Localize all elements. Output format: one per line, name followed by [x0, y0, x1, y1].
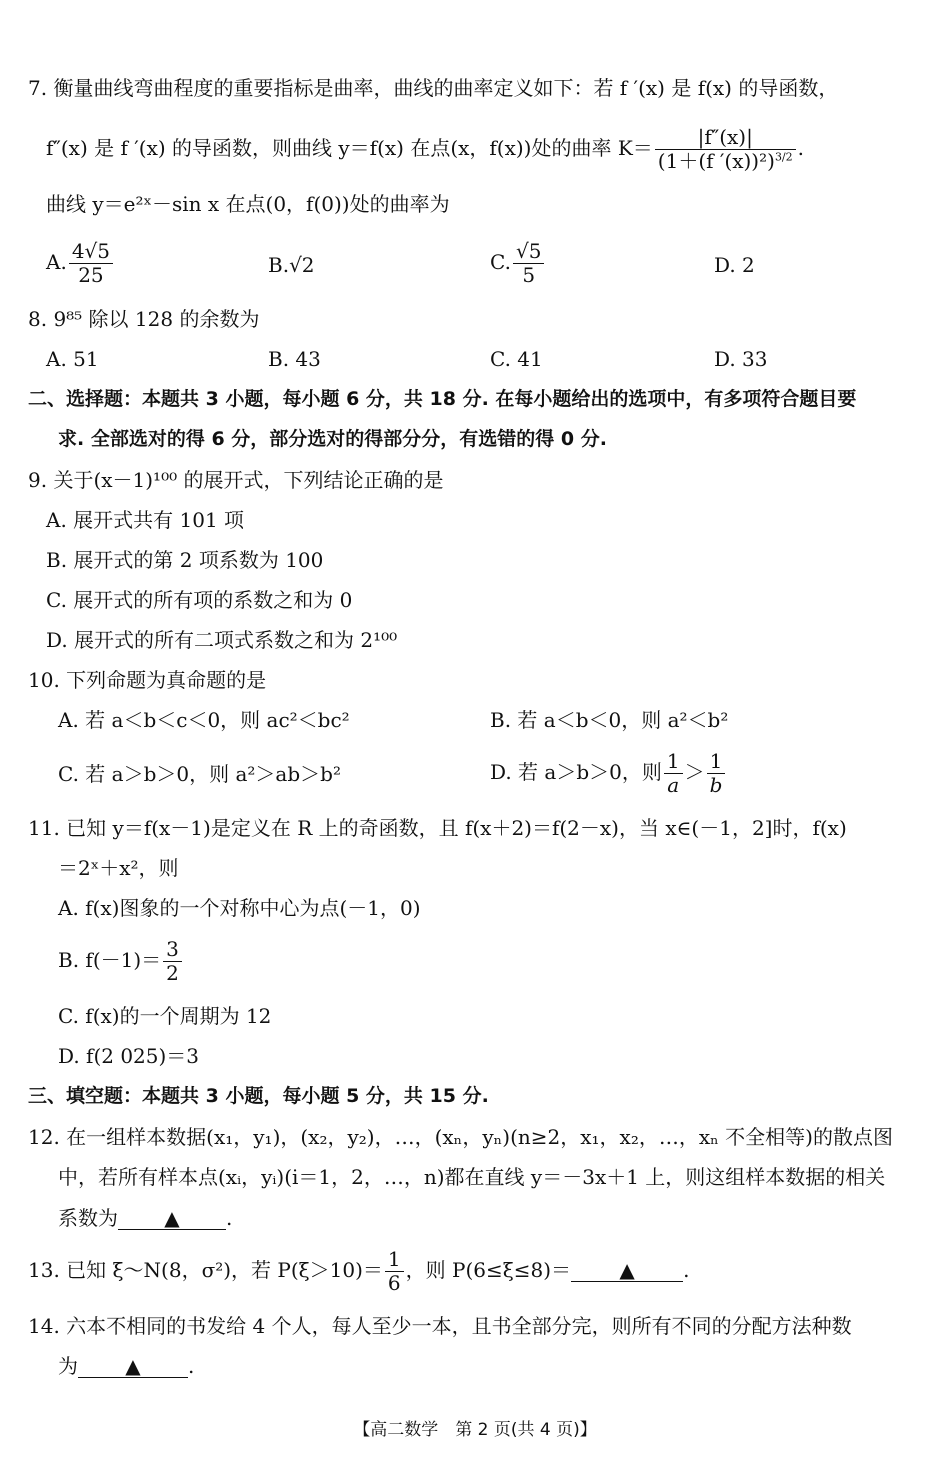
q7-k-den-exponent: 3/2: [774, 150, 793, 164]
q11-option-b-numerator: 3: [163, 938, 182, 962]
q10-option-c: C. 若 a＞b＞0，则 a²＞ab＞b²: [58, 762, 341, 786]
q12-answer-blank[interactable]: ▲: [118, 1207, 226, 1230]
q13-numerator: 1: [385, 1248, 404, 1272]
q11-option-d: D. f(2 025)＝3: [58, 1044, 200, 1068]
q14-answer-blank[interactable]: ▲: [78, 1355, 188, 1378]
q11-option-b-denominator: 2: [166, 961, 179, 985]
q9-stem: 9. 关于(x－1)¹⁰⁰ 的展开式，下列结论正确的是: [28, 468, 444, 492]
q14-line2-text: 为: [58, 1354, 78, 1378]
q7-option-a-label: A.: [46, 250, 67, 274]
q8-option-b: B. 43: [268, 347, 321, 371]
section3-heading: 三、填空题：本题共 3 小题，每小题 5 分，共 15 分.: [28, 1085, 489, 1107]
q7-line2: [46, 126, 804, 173]
q11-option-b-prefix: B. f(－1)＝: [58, 948, 162, 972]
q8-option-a: A. 51: [46, 347, 99, 371]
q13-line: [28, 1248, 689, 1295]
q9-option-d: D. 展开式的所有二项式系数之和为 2¹⁰⁰: [46, 628, 398, 652]
q8-stem: 8. 9⁸⁵ 除以 128 的余数为: [28, 307, 260, 331]
q7-option-a-denominator: 25: [78, 263, 104, 287]
q7-line2-text: f″(x) 是 f ′(x) 的导函数，则曲线 y＝f(x) 在点(x，f(x))处的曲率 K＝: [46, 136, 653, 160]
q11-option-a: A. f(x)图象的一个对称中心为点(－1，0): [58, 896, 421, 920]
q11-line2: ＝2ˣ＋x²，则: [58, 856, 179, 880]
q13-prefix: 13. 已知 ξ～N(8，σ²)，若 P(ξ＞10)＝: [28, 1258, 383, 1282]
q10-stem: 10. 下列命题为真命题的是: [28, 668, 267, 692]
q12-end: .: [226, 1206, 233, 1230]
q10-option-d-prefix: D. 若 a＞b＞0，则: [490, 760, 662, 784]
q7-option-b-label: B.: [268, 253, 290, 277]
q9-option-b: B. 展开式的第 2 项系数为 100: [46, 548, 324, 572]
q11-option-b: [58, 938, 184, 985]
q9-option-a: A. 展开式共有 101 项: [46, 508, 245, 532]
q10-option-d-fraction1: [664, 750, 683, 797]
q7-line3: 曲线 y＝e²ˣ－sin x 在点(0，f(0))处的曲率为: [46, 192, 450, 216]
q10-option-d-den2: b: [709, 773, 723, 797]
q7-option-b: [268, 253, 315, 277]
q12-line1: 12. 在一组样本数据(x₁，y₁)，(x₂，y₂)，…，(xₙ，yₙ)(n≥2，x₁，x₂，…，xₙ 不全相等)的散点图: [28, 1125, 893, 1149]
q7-option-a-fraction: [69, 240, 113, 287]
q7-option-c-denominator: 5: [522, 263, 536, 287]
section2-heading-line1: 二、选择题：本题共 3 小题，每小题 6 分，共 18 分. 在每小题给出的选项中，有多项符合题目要: [28, 388, 857, 410]
q7-k-end: .: [797, 136, 804, 160]
q13-suffix: ，则 P(6≤ξ≤8)＝: [405, 1258, 572, 1282]
q14-line2: [58, 1354, 194, 1378]
q7-line1: 7. 衡量曲线弯曲程度的重要指标是曲率，曲线的曲率定义如下：若 f ′(x) 是 f(x) 的导函数，: [28, 76, 839, 100]
q10-option-a: A. 若 a＜b＜c＜0，则 ac²＜bc²: [58, 708, 350, 732]
q7-option-c-numerator: √5: [513, 240, 544, 264]
q13-denominator: 6: [387, 1271, 401, 1295]
section2-heading-line2: 求. 全部选对的得 6 分，部分选对的得部分分，有选错的得 0 分.: [58, 428, 607, 450]
q7-k-numerator: |f″(x)|: [655, 126, 796, 150]
q10-option-d-relation: ＞: [684, 760, 705, 784]
q10-option-d-fraction2: [707, 750, 726, 797]
q7-option-d: [714, 253, 755, 277]
q7-option-d-value: 2: [742, 253, 755, 277]
q10-option-d: [490, 750, 727, 797]
q8-option-c: C. 41: [490, 347, 543, 371]
q10-option-b: B. 若 a＜b＜0，则 a²＜b²: [490, 708, 729, 732]
q10-option-d-den1: a: [667, 773, 680, 797]
page-footer: 【高二数学 第 2 页(共 4 页)】: [353, 1420, 597, 1440]
q10-option-d-num2: 1: [707, 750, 726, 774]
q7-option-c-label: C.: [490, 250, 511, 274]
q14-end: .: [188, 1354, 195, 1378]
q11-option-c: C. f(x)的一个周期为 12: [58, 1004, 272, 1028]
q7-k-denominator: [655, 150, 796, 173]
q7-option-b-value: √2: [289, 253, 315, 277]
q11-line1: 11. 已知 y＝f(x－1)是定义在 R 上的奇函数，且 f(x＋2)＝f(2－x)，当 x∈(－1，2]时，f(x): [28, 816, 847, 840]
q13-fraction: [385, 1248, 404, 1295]
q13-end: .: [683, 1258, 690, 1282]
q9-option-c: C. 展开式的所有项的系数之和为 0: [46, 588, 353, 612]
q12-line2: 中，若所有样本点(xᵢ，yᵢ)(i＝1，2，…，n)都在直线 y＝－3x＋1 上，则这组样本数据的相关: [58, 1165, 886, 1189]
q7-option-a-numerator: 4√5: [69, 240, 113, 264]
q10-option-d-num1: 1: [664, 750, 683, 774]
q12-line3-text: 系数为: [58, 1206, 118, 1230]
q14-line1: 14. 六本不相同的书发给 4 个人，每人至少一本，且书全部分完，则所有不同的分配方法种数: [28, 1314, 852, 1338]
q7-option-c-fraction: [513, 240, 544, 287]
q7-option-a: [46, 240, 115, 287]
q13-answer-blank[interactable]: ▲: [571, 1259, 683, 1282]
q8-option-d: D. 33: [714, 347, 768, 371]
q11-option-b-fraction: [163, 938, 182, 985]
q7-k-den-base: (1＋(f ′(x))²): [657, 149, 775, 173]
q7-option-d-label: D.: [714, 253, 736, 277]
q7-option-c: [490, 240, 546, 287]
q7-curvature-fraction: [655, 126, 796, 173]
q12-line3: [58, 1206, 232, 1230]
